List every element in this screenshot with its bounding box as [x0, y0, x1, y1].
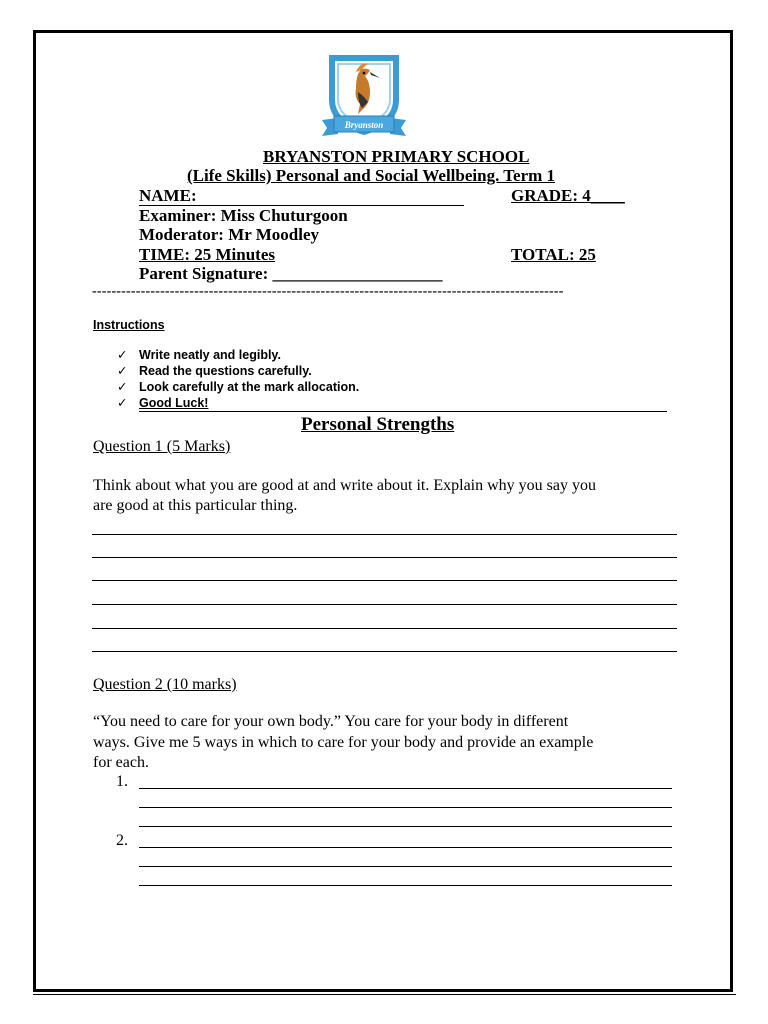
- dashed-separator: -------------------------------------------------------------------------------------------------: [92, 284, 564, 299]
- name-label: NAME:: [139, 186, 197, 205]
- question-1-heading: Question 1 (5 Marks): [93, 438, 231, 455]
- answer-line[interactable]: [139, 826, 672, 827]
- instructions-underline: [139, 411, 667, 412]
- crest-ribbon-text: Bryanston: [344, 120, 384, 130]
- answer-line[interactable]: [139, 847, 672, 848]
- instruction-item: ✓ Read the questions carefully.: [117, 364, 312, 378]
- instructions-title: Instructions: [93, 318, 165, 332]
- answer-line[interactable]: [92, 534, 677, 535]
- section-title: Personal Strengths: [301, 414, 455, 435]
- question-1-text-line-1: Think about what you are good at and write about it. Explain why you say you: [93, 477, 597, 494]
- parent-signature: Parent Signature: ____________________: [139, 264, 443, 283]
- answer-line[interactable]: [92, 580, 677, 581]
- answer-line[interactable]: [92, 557, 677, 558]
- question-2-text-line-1: “You need to care for your own body.” You care for your body in different: [93, 713, 569, 730]
- total-marks: TOTAL: 25: [511, 245, 596, 264]
- answer-line[interactable]: [92, 628, 677, 629]
- question-2-text-line-2: ways. Give me 5 ways in which to care for your body and provide an example: [93, 734, 594, 751]
- answer-line[interactable]: [139, 885, 672, 886]
- checkmark-icon: ✓: [117, 364, 128, 378]
- question-2-text-line-3: for each.: [93, 754, 149, 771]
- page-border-bottom: [33, 994, 736, 995]
- instruction-item: ✓ Good Luck!: [117, 396, 209, 410]
- checkmark-icon: ✓: [117, 348, 128, 362]
- question-2-heading: Question 2 (10 marks): [93, 676, 237, 693]
- instruction-item: ✓ Write neatly and legibly.: [117, 348, 281, 362]
- answer-line[interactable]: [92, 604, 677, 605]
- examiner: Examiner: Miss Chuturgoon: [139, 206, 348, 225]
- time-allowed: TIME: 25 Minutes: [139, 245, 275, 264]
- answer-line[interactable]: [139, 866, 672, 867]
- question-1-text-line-2: are good at this particular thing.: [93, 497, 298, 514]
- answer-line[interactable]: [139, 807, 672, 808]
- checkmark-icon: ✓: [117, 380, 128, 394]
- checkmark-icon: ✓: [117, 396, 128, 410]
- subject-line: (Life Skills) Personal and Social Wellbeing. Term 1: [187, 166, 556, 185]
- school-name: BRYANSTON PRIMARY SCHOOL: [263, 147, 530, 166]
- answer-line[interactable]: [139, 788, 672, 789]
- moderator: Moderator: Mr Moodley: [139, 225, 320, 244]
- grade-label: GRADE: 4____: [511, 186, 625, 205]
- answer-line[interactable]: [92, 651, 677, 652]
- answer-number-2: 2.: [116, 832, 128, 849]
- instruction-item: ✓ Look carefully at the mark allocation.: [117, 380, 360, 394]
- answer-number-1: 1.: [116, 773, 128, 790]
